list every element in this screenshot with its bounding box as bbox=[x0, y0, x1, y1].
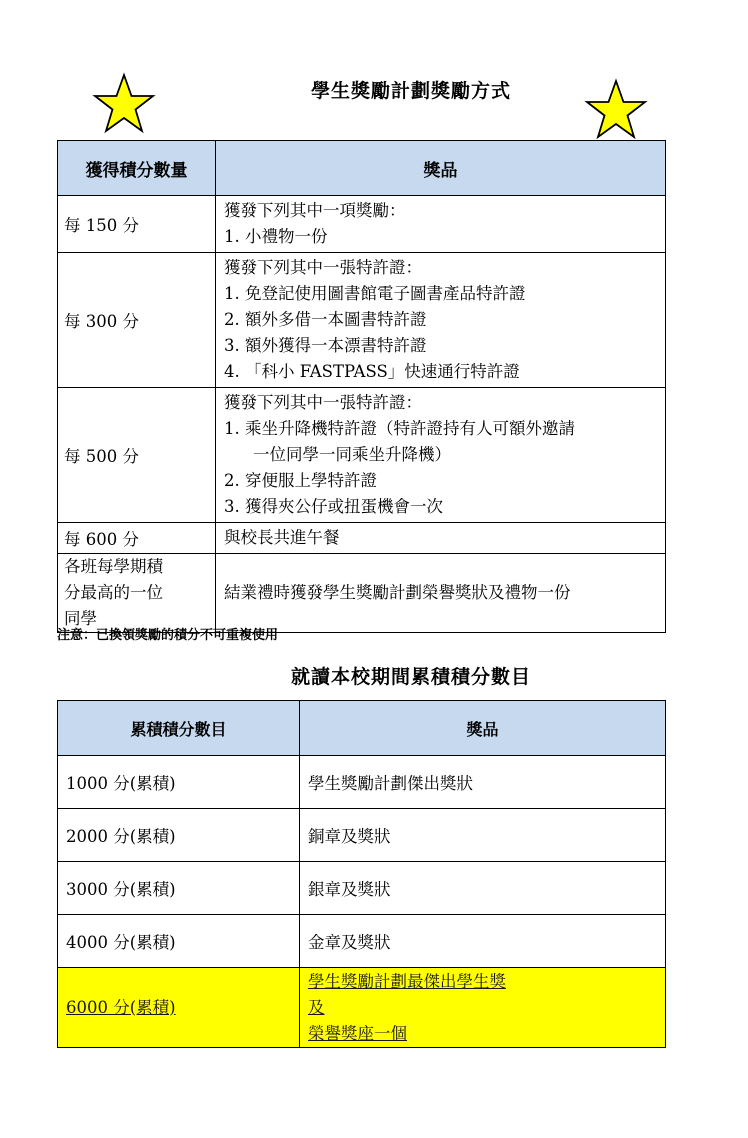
points-text: 6000 分(累積) bbox=[66, 997, 176, 1017]
prize-cell bbox=[216, 388, 666, 523]
table-row bbox=[58, 809, 666, 862]
note-text: 注意：已換領獎勵的積分不可重複使用 bbox=[57, 628, 279, 643]
section-title: 就讀本校期間累積積分數目 bbox=[290, 666, 531, 688]
table-row bbox=[58, 915, 666, 968]
prize-cell: 金章及獎狀 bbox=[300, 915, 666, 968]
table-row bbox=[58, 756, 666, 809]
prize-line: 3. 獲得夾公仔或扭蛋機會一次 bbox=[224, 497, 443, 516]
points-cell: 3000 分(累積) bbox=[58, 862, 300, 915]
prize-line: 與校長共進午餐 bbox=[224, 528, 340, 547]
prize-cell: 學生獎勵計劃傑出獎狀 bbox=[300, 756, 666, 809]
prize-line: 獲發下列其中一張特許證： bbox=[224, 393, 422, 412]
table-row bbox=[58, 554, 666, 633]
table-row bbox=[58, 862, 666, 915]
prize-line: 4. 「科小 FASTPASS」快速通行特許證 bbox=[224, 362, 520, 381]
points-cell bbox=[58, 554, 216, 633]
prize-line: 榮譽獎座一個 bbox=[308, 1023, 407, 1043]
prize-cell bbox=[216, 196, 666, 253]
prize-cell bbox=[300, 968, 666, 1048]
table-header-row bbox=[58, 701, 666, 756]
points-cell: 每 150 分 bbox=[58, 196, 216, 253]
highlighted-table-row bbox=[58, 968, 666, 1048]
points-cell: 每 300 分 bbox=[58, 253, 216, 388]
column-header-prize: 獎品 bbox=[300, 701, 666, 756]
prize-line: 3. 額外獲得一本漂書特許證 bbox=[224, 336, 427, 355]
prize-line: 1. 免登記使用圖書館電子圖書產品特許證 bbox=[224, 284, 526, 303]
prize-cell bbox=[216, 253, 666, 388]
points-cell: 4000 分(累積) bbox=[58, 915, 300, 968]
prize-cell bbox=[216, 523, 666, 554]
prize-line: 1. 小禮物一份 bbox=[224, 227, 328, 246]
prize-line: 獲發下列其中一張特許證： bbox=[224, 258, 422, 277]
table-row bbox=[58, 196, 666, 253]
cumulative-points-table bbox=[57, 700, 666, 1048]
prize-line: 2. 穿便服上學特許證 bbox=[224, 471, 377, 490]
table-row bbox=[58, 388, 666, 523]
table-header-row bbox=[58, 141, 666, 196]
prize-line: 1. 乘坐升降機特許證（特許證持有人可額外邀請 bbox=[224, 419, 575, 438]
prize-line: 結業禮時獲發學生獎勵計劃榮譽獎狀及禮物一份 bbox=[224, 583, 571, 602]
points-line: 分最高的一位 bbox=[64, 583, 163, 602]
column-header-prize: 獎品 bbox=[216, 141, 666, 196]
page-title: 學生獎勵計劃獎勵方式 bbox=[310, 80, 511, 102]
prize-cell: 銅章及獎狀 bbox=[300, 809, 666, 862]
points-line: 同學 bbox=[64, 609, 97, 628]
points-line: 各班每學期積 bbox=[64, 557, 163, 576]
reward-methods-table bbox=[57, 140, 666, 633]
prize-line: 一位同學一同乘坐升降機） bbox=[253, 445, 451, 464]
points-cell: 每 600 分 bbox=[58, 523, 216, 554]
prize-line: 2. 額外多借一本圖書特許證 bbox=[224, 310, 427, 329]
prize-cell: 銀章及獎狀 bbox=[300, 862, 666, 915]
column-header-points: 累積積分數目 bbox=[58, 701, 300, 756]
points-cell bbox=[58, 968, 300, 1048]
points-cell: 2000 分(累積) bbox=[58, 809, 300, 862]
points-cell: 每 500 分 bbox=[58, 388, 216, 523]
prize-line: 及 bbox=[308, 997, 325, 1017]
prize-cell bbox=[216, 554, 666, 633]
table-row bbox=[58, 523, 666, 554]
prize-line: 獲發下列其中一項獎勵： bbox=[224, 201, 406, 220]
column-header-points: 獲得積分數量 bbox=[58, 141, 216, 196]
points-cell: 1000 分(累積) bbox=[58, 756, 300, 809]
table-row bbox=[58, 253, 666, 388]
prize-line: 學生獎勵計劃最傑出學生獎 bbox=[308, 971, 506, 991]
